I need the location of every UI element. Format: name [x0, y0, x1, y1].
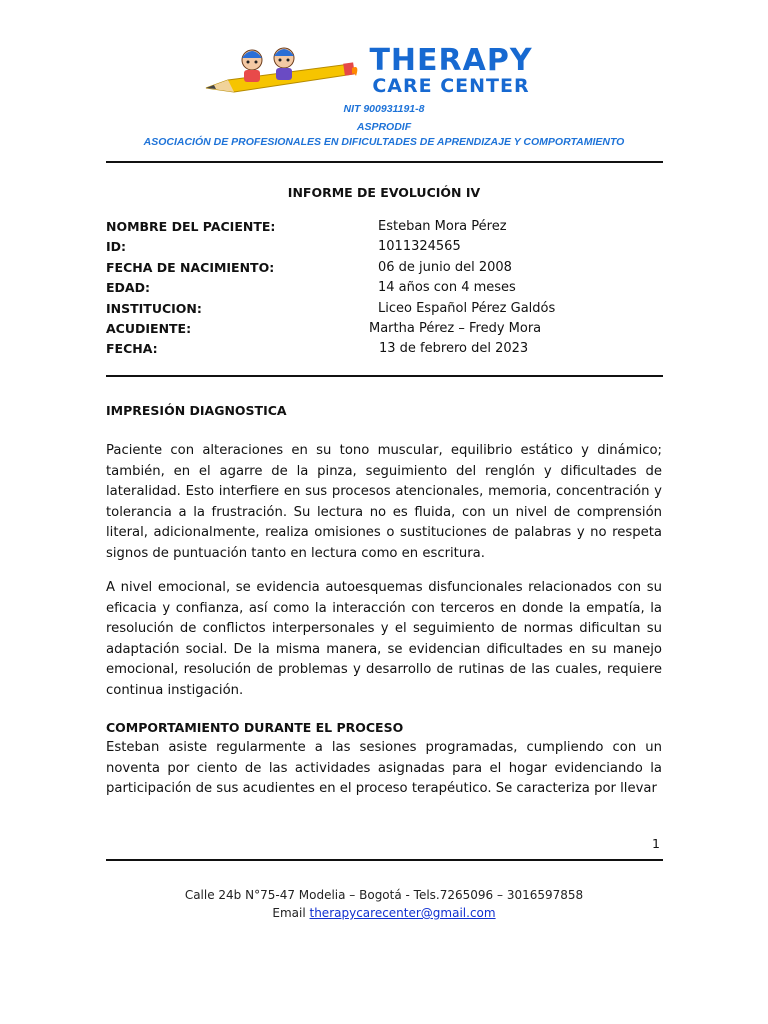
section-title-behavior: COMPORTAMIENTO DURANTE EL PROCESO: [106, 720, 404, 735]
info-label: EDAD:: [106, 280, 150, 296]
section-title-impression: IMPRESIÓN DIAGNOSTICA: [106, 403, 287, 418]
info-value: Liceo Español Pérez Galdós: [378, 300, 556, 316]
info-label: INSTITUCION:: [106, 300, 202, 316]
email-link[interactable]: therapycarecenter@gmail.com: [309, 906, 496, 920]
info-label: ID:: [106, 239, 127, 255]
info-label: FECHA:: [106, 341, 158, 357]
patient-info-block: [106, 219, 666, 362]
info-value: Esteban Mora Pérez: [378, 219, 507, 234]
info-value: 06 de junio del 2008: [378, 259, 512, 275]
info-value: 1011324565: [378, 239, 461, 255]
nit-number: NIT 900931191-8: [343, 103, 425, 115]
behavior-paragraph-1: Esteban asiste regularmente a las sesiones programadas, cumpliendo con un noventa por ciento de las actividades asignadas para el hogar evidenciando la participación de sus acudientes en el proceso terapéutico. Se caracteriza por llevar: [106, 740, 662, 796]
info-row-name: [106, 219, 666, 239]
info-divider: [106, 375, 663, 377]
footer-divider: [106, 859, 663, 861]
kids-on-pencil-logo: [200, 42, 358, 98]
email-label: Email: [272, 906, 310, 920]
info-row-date: [106, 341, 666, 361]
impression-paragraph-1: Paciente con alteraciones en su tono muscular, equilibrio estático y dinámico; también, en el agarre de la pinza, seguimiento del renglón y dificultades de lateralidad. Esto interfiere en sus procesos atencionales, memoria, concentración y tolerancia a la frustración. Su lectura no es fluida, con un nivel de comprensión literal, adicionalmente, realiza omisiones o sustituciones de palabras y no respeta signos de puntuación tanto en lectura como en escritura.: [106, 443, 662, 561]
info-row-guardian: [106, 321, 666, 341]
impression-paragraph-2: A nivel emocional, se evidencia autoesquemas disfuncionales relacionados con su eficacia y confianza, así como la interacción con terceros en donde la empatía, la resolución de conflictos interpersonales y el seguimiento de normas dificultan su adaptación social. De la misma manera, se evidencian dificultades en su manejo emocional, resolución de problemas y desarrollo de rutinas de las cuales, requiere continua instigación.: [106, 580, 662, 698]
info-value: 14 años con 4 meses: [378, 280, 516, 296]
info-label: NOMBRE DEL PACIENTE:: [106, 219, 276, 234]
brand-logo-text: [356, 43, 546, 97]
info-row-institution: [106, 301, 666, 321]
info-label: ACUDIENTE:: [106, 320, 192, 336]
info-row-birthdate: [106, 260, 666, 280]
report-title: INFORME DE EVOLUCIÓN IV: [287, 185, 481, 200]
info-row-id: [106, 239, 666, 259]
info-value: 13 de febrero del 2023: [379, 341, 529, 357]
info-value: Martha Pérez – Fredy Mora: [369, 320, 542, 336]
footer-email-line: [0, 906, 768, 920]
info-label: FECHA DE NACIMIENTO:: [106, 259, 275, 275]
org-acronym: ASPRODIF: [356, 121, 412, 133]
page-number: 1: [652, 836, 660, 851]
info-row-age: [106, 280, 666, 300]
footer-address: Calle 24b N°75-47 Modelia – Bogotá - Tels.7265096 – 3016597858: [184, 888, 584, 902]
brand-line-2: CARE CENTER: [372, 75, 530, 97]
header-divider: [106, 161, 663, 163]
org-full-name: ASOCIACIÓN DE PROFESIONALES EN DIFICULTADES DE APRENDIZAJE Y COMPORTAMIENTO: [143, 136, 625, 148]
brand-line-1: THERAPY: [369, 43, 533, 78]
